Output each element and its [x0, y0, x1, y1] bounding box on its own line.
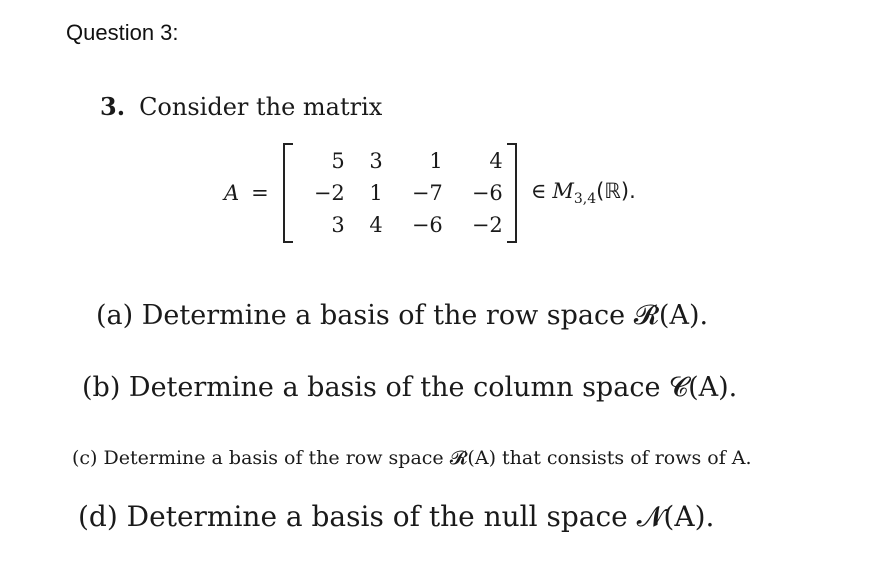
- matrix-cell: −7: [411, 181, 443, 205]
- matrix-cell: −2: [471, 213, 503, 237]
- part-b-text: (b) Determine a basis of the column space 𝓒(A).: [82, 372, 738, 403]
- matrix-cell: 4: [369, 213, 383, 237]
- real-field-symbol: (ℝ).: [596, 179, 636, 203]
- matrix-cell: −2: [313, 181, 345, 205]
- element-of-symbol: ∈: [530, 179, 547, 203]
- part-c-text: (c) Determine a basis of the row space 𝓡(A) that consists of rows of A.: [72, 447, 752, 469]
- matrix-cell: 5: [331, 149, 345, 173]
- question-number: 3.: [100, 92, 126, 121]
- matrix-name: A: [224, 181, 240, 205]
- matrix-equation: [224, 138, 636, 248]
- matrix-row: [295, 177, 505, 209]
- question-intro-text: Consider the matrix: [139, 93, 383, 121]
- matrix-cell: −6: [411, 213, 443, 237]
- matrix-cell: 4: [489, 149, 503, 173]
- matrix-space-subscript: 3,4: [573, 191, 597, 207]
- question-intro-line: [100, 92, 382, 121]
- question-header: Question 3:: [66, 20, 179, 45]
- matrix-right-bracket: [507, 143, 517, 243]
- matrix-space-symbol: M: [552, 179, 574, 203]
- matrix-row: [295, 145, 505, 177]
- matrix-cell: 3: [331, 213, 345, 237]
- part-d-text: (d) Determine a basis of the null space 𝓝(A).: [78, 500, 715, 533]
- matrix-left-bracket: [283, 143, 293, 243]
- matrix-cell: 1: [429, 149, 443, 173]
- equals-sign: =: [251, 181, 269, 205]
- matrix-cell: −6: [471, 181, 503, 205]
- part-a-text: (a) Determine a basis of the row space 𝓡(A).: [96, 300, 709, 331]
- matrix-cell: 1: [369, 181, 383, 205]
- matrix-entries: [295, 145, 505, 241]
- matrix-row: [295, 209, 505, 241]
- matrix-space-membership: [531, 179, 636, 207]
- matrix-cell: 3: [369, 149, 383, 173]
